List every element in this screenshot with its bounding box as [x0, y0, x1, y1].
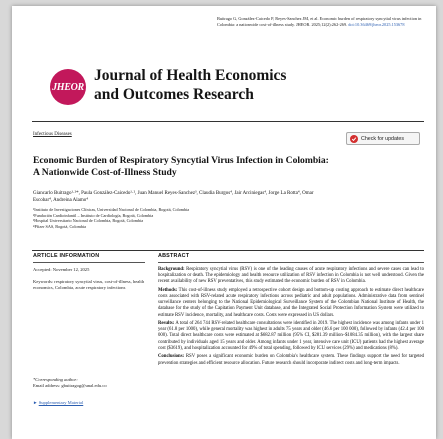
corresponding-label: *Corresponding author: [33, 377, 78, 382]
section-label[interactable]: Infectious Diseases [33, 132, 72, 137]
journal-title-line1: Journal of Health Economics [94, 67, 287, 84]
background-text: Respiratory syncytial virus (RSV) is one of the leading causes of acute respiratory infections and severe cases can lead to hospitalization or death. The epidemiology and health resource utilization of RSV infection in Colombia is not well understood. Given the recent availability of new RSV preventatives, this study estimated the economic burden of RSV in Colombia. [158, 266, 424, 285]
supplementary-arrow-icon: ► [33, 400, 39, 405]
supplementary-material[interactable] [33, 400, 145, 405]
results-text: A total of 264 744 RSV-related healthcare consultations were identified in 2019. The highest incidence was among infants under 1 year (61.8 per 1000), while general mortality was highest in adults 75 years and older (46.6 per 100 000), followed by infants (42.4 per 100 000). Total direct healthcare costs were estimated at $682.87 million (95% CI, $281.39 million–$1084.35 million), with the largest share contributed by individuals aged 15 years and older. Among infants under 1 year, intensive care unit (ICU) patients had the highest average cost ($3619), and hospitalization accounted for 49% of total spending, followed by ICU services (29%) and medications (8%). [158, 320, 424, 351]
check-for-updates-label: Check for updates [361, 135, 404, 142]
refresh-check-icon [350, 135, 358, 143]
article-information-heading: ARTICLE INFORMATION [33, 253, 100, 259]
corresponding-author [33, 377, 145, 389]
logo-text: JHEOR [52, 81, 84, 93]
abstract-heading: ABSTRACT [158, 253, 190, 259]
methods-text: This cost-of-illness study employed a retrospective cohort design and bottom-up costing approach to estimate direct healthcare costs associated with RSV-related acute respiratory infections across pediatric and adult populations. Administrative data from sentinel surveillance centers belonging to the National Epidemiological Surveillance System of the Colombian National Institute of Health, the database for the study of the Capitation Payment Unit database, and the Integrated Social Protection Information System were utilized to estimate RSV incidence, mortality, and healthcare costs. Costs were expressed in US dollars. [158, 287, 424, 318]
abstract-background [158, 267, 424, 286]
abstract-methods [158, 288, 424, 319]
article-title-line2: A Nationwide Cost-of-Illness Study [33, 167, 177, 178]
abstract-panel [158, 253, 424, 369]
results-label: Results: [158, 320, 175, 326]
journal-title [94, 66, 374, 104]
journal-logo [50, 69, 86, 105]
affiliations [33, 207, 333, 230]
abstract-conclusions [158, 354, 424, 367]
affiliation-item: ³Hospital Universitario Nacional de Colombia, Bogotá, Colombia [33, 218, 144, 224]
citation-block [217, 16, 429, 27]
abstract-results [158, 321, 424, 352]
citation-text: Buitrago G, González-Caicedo P, Reyes-Sanchez JM, et al. Economic burden of respiratory syncytial virus infection in Colombia: a nationwide cost-of-illness study. JHEOR. 2025;12(2):262-269. [217, 16, 422, 27]
article-title [33, 155, 413, 179]
article-title-line1: Economic Burden of Respiratory Syncytial Virus Infection in Colombia: [33, 155, 329, 166]
journal-title-line2: and Outcomes Research [94, 86, 254, 103]
methods-label: Methods: [158, 287, 178, 293]
keywords: Keywords: respiratory syncytial virus, cost-of-illness, health economics, Colombia, acute respiratory infections [33, 278, 145, 290]
check-for-updates-button[interactable] [346, 132, 420, 145]
author-list [33, 191, 423, 204]
affiliation-item: ¹Instituto de Investigaciones Clínicas, Universidad Nacional de Colombia, Bogotá, Colombia [33, 207, 190, 212]
doi-link[interactable]: doi:10.36469/jheor.2025.153678 [348, 21, 405, 27]
background-label: Background: [158, 266, 185, 272]
article-page [12, 6, 436, 439]
affiliation-item: ⁴Pfizer SAS, Bogotá, Colombia [33, 224, 86, 230]
accepted-date: Accepted: November 12, 2025 [33, 266, 90, 272]
supplementary-link[interactable]: Supplementary Material [38, 400, 84, 405]
authors-line1: Giancarlo Buitrago¹·²*, Paula González-Caicedo¹·², Juan Manuel Reyes-Sanchez³, Claudia Burgos⁴, Jair Arciniegas⁴, Jorge La Rotta⁴, Omar [33, 191, 314, 196]
header-divider [32, 121, 424, 122]
authors-line2: Escobar⁴, Andreina Alamo⁴ [33, 197, 88, 203]
conclusions-label: Conclusions: [158, 354, 185, 360]
corresponding-email[interactable]: Email address: gbuitragog@unal.edu.co [33, 383, 107, 388]
conclusions-text: RSV poses a significant economic burden on Colombia's healthcare system. These findings support the need for targeted prevention strategies and efficient resource allocation. Future research should incorporate indirect costs and long-term impacts. [158, 354, 425, 366]
article-information-panel [33, 253, 145, 291]
body-divider [32, 250, 424, 251]
abstract-divider [158, 262, 424, 263]
affiliation-item: ²Fundación Cardioinfantil – Instituto de Cardiología, Bogotá, Colombia [33, 212, 154, 218]
panel-divider [33, 262, 145, 263]
